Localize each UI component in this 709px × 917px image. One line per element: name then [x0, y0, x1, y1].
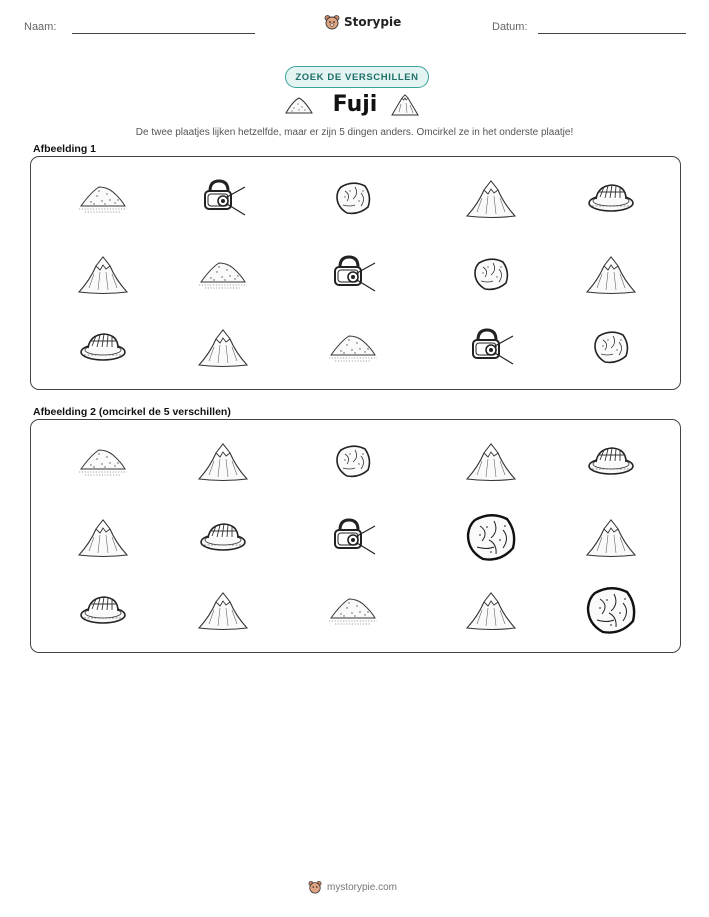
panel1-item-sand-pile[interactable]	[77, 182, 129, 219]
camera-icon	[467, 326, 515, 368]
date-line[interactable]	[538, 33, 686, 34]
panel1-item-sandal[interactable]	[78, 330, 128, 369]
name-label: Naam:	[24, 21, 57, 33]
mountain-icon	[464, 176, 518, 220]
panel2-item-mountain[interactable]	[76, 515, 130, 564]
storypie-bear-icon	[308, 880, 322, 894]
instructions: De twee plaatjes lijken hetzelfde, maar er zijn 5 dingen anders. Omcirkel ze in het onderste plaatje!	[135, 127, 574, 138]
mountain-icon	[584, 252, 638, 296]
mountain-icon	[390, 92, 420, 118]
title-left-icon	[284, 93, 314, 117]
date-label: Datum:	[492, 21, 528, 33]
sandal-icon	[78, 330, 128, 364]
sandal-icon	[586, 444, 636, 478]
rock-icon	[471, 255, 511, 293]
panel2-item-sand-pile[interactable]	[327, 594, 379, 631]
mountain-icon	[464, 439, 518, 483]
sand-pile-icon	[77, 182, 129, 214]
footer-url: mystorypie.com	[327, 881, 398, 893]
title-right-icon	[390, 92, 420, 118]
panel2-item-mountain[interactable]	[584, 515, 638, 564]
panel2-label: Afbeelding 2 (omcirkel de 5 verschillen)	[33, 406, 231, 418]
panel2-item-camera[interactable]	[329, 516, 377, 563]
sand-pile-icon	[197, 258, 249, 290]
panel1-item-camera[interactable]	[329, 253, 377, 300]
mountain-icon	[76, 252, 130, 296]
panel1-item-camera[interactable]	[199, 177, 247, 224]
brand-name: Storypie	[344, 15, 402, 29]
panel2-item-sand-pile[interactable]	[77, 445, 129, 482]
sand-pile-icon	[327, 331, 379, 363]
rock-large-icon	[463, 510, 519, 564]
activity-badge: ZOEK DE VERSCHILLEN	[285, 66, 429, 88]
sand-pile-icon	[327, 594, 379, 626]
mountain-icon	[196, 439, 250, 483]
panel1-item-camera[interactable]	[467, 326, 515, 373]
panel1-item-rock[interactable]	[591, 328, 631, 371]
mountain-icon	[196, 588, 250, 632]
mountain-icon	[76, 515, 130, 559]
storypie-bear-icon	[324, 14, 340, 30]
panel2-item-mountain[interactable]	[464, 439, 518, 488]
rock-icon	[333, 179, 373, 217]
mountain-icon	[584, 515, 638, 559]
panel1-item-rock[interactable]	[471, 255, 511, 298]
panel2-item-sandal[interactable]	[198, 520, 248, 559]
rock-large-icon	[583, 583, 639, 637]
sandal-icon	[198, 520, 248, 554]
panel2-item-mountain[interactable]	[196, 588, 250, 637]
page-title: Fuji	[332, 92, 378, 117]
footer	[308, 880, 397, 894]
panel1-item-sand-pile[interactable]	[327, 331, 379, 368]
name-line[interactable]	[72, 33, 255, 34]
mountain-icon	[196, 325, 250, 369]
panel1[interactable]	[30, 156, 681, 390]
sand-pile-icon	[284, 93, 314, 117]
sandal-icon	[78, 593, 128, 627]
panel1-item-sandal[interactable]	[586, 181, 636, 220]
panel2-item-rock-large[interactable]	[583, 583, 639, 642]
panel2-item-sandal[interactable]	[78, 593, 128, 632]
camera-icon	[329, 516, 377, 558]
rock-icon	[591, 328, 631, 366]
panel1-item-mountain[interactable]	[464, 176, 518, 225]
sandal-icon	[586, 181, 636, 215]
panel2-item-rock-large[interactable]	[463, 510, 519, 569]
panel1-item-mountain[interactable]	[584, 252, 638, 301]
panel1-item-sand-pile[interactable]	[197, 258, 249, 295]
panel1-item-rock[interactable]	[333, 179, 373, 222]
camera-icon	[199, 177, 247, 219]
panel1-item-mountain[interactable]	[76, 252, 130, 301]
camera-icon	[329, 253, 377, 295]
panel1-item-mountain[interactable]	[196, 325, 250, 374]
panel2-item-mountain[interactable]	[196, 439, 250, 488]
panel1-label: Afbeelding 1	[33, 143, 97, 155]
brand	[324, 14, 401, 30]
mountain-icon	[464, 588, 518, 632]
panel2[interactable]	[30, 419, 681, 653]
sand-pile-icon	[77, 445, 129, 477]
panel2-item-rock[interactable]	[333, 442, 373, 485]
rock-icon	[333, 442, 373, 480]
panel2-item-mountain[interactable]	[464, 588, 518, 637]
panel2-item-sandal[interactable]	[586, 444, 636, 483]
